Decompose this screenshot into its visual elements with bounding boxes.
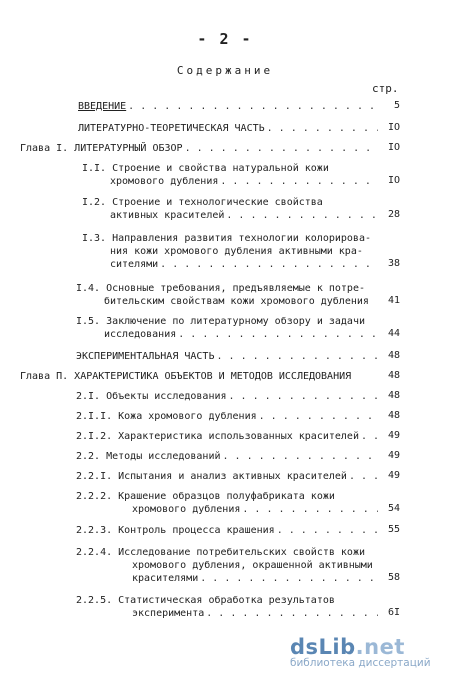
toc-entry-page: 48 [387,350,400,361]
toc-entry-line: 2.2.5. Статистическая обработка результатов [76,595,335,606]
toc-heading: Содержание [176,64,274,77]
toc-entry-line: 2.2.3. Контроль процесса крашения [76,525,275,536]
dslib-watermark [290,635,445,669]
toc-entry [76,282,378,308]
toc-entry-page: IO [387,142,400,153]
toc-entry-line: 2.2.2. Крашение образцов полуфабриката кожи [76,491,335,502]
toc-entry-line: Глава I. ЛИТЕРАТУРНЫЙ ОБЗОР [20,143,183,154]
toc-entry-line: 2.2.4. Исследование потребительских свойств кожи [76,547,365,558]
toc-entry-page: IO [387,122,400,133]
toc-entry-line: сителями [110,259,159,270]
toc-entry-page: 49 [387,430,400,441]
toc-entry-line: 2.2. Методы исследований [76,451,221,462]
toc-entry [20,142,378,155]
toc-entry-line: бительским свойствам кожи хромового дубления [104,296,369,307]
toc-entry-line: 2.I. Объекты исследования [76,391,227,402]
toc-entry [20,370,375,383]
toc-entry-line: хромового дубления, окрашенной активными [132,560,373,571]
toc-entry [76,524,378,537]
toc-entry [78,122,378,135]
toc-entry [76,430,378,443]
toc-entry-page: 49 [387,450,400,461]
toc-entry [76,594,378,620]
toc-entry [76,350,378,363]
toc-entry [76,410,378,423]
toc-entry-line: ния кожи хромового дубления активными кра- [110,246,363,257]
toc-entry-page: 44 [387,328,400,339]
toc-entry-page: 58 [387,572,400,583]
toc-entry-line: красителями [132,573,199,584]
toc-entry-line: I.I. Строение и свойства натуральной кожи [82,163,329,174]
toc-entry-page: 48 [387,410,400,421]
toc-entry-page: 55 [387,524,400,535]
toc-entry-line: I.3. Направления развития технологии колорирова- [82,233,371,244]
toc-entry-page: 6I [387,607,400,618]
toc-entry-page: IO [387,175,400,186]
toc-entry [76,450,378,463]
toc-entry-page: 41 [387,295,400,306]
watermark-logo: dsLib.net [290,635,405,659]
toc-entry-page: 5 [393,100,400,111]
toc-entry-line: 2.2.I. Испытания и анализ активных красителей [76,471,347,482]
toc-entry-line: ЭКСПЕРИМЕНТАЛЬНАЯ ЧАСТЬ [76,351,215,362]
toc-entry-line: хромового дубления [110,176,219,187]
toc-entry-page: 54 [387,503,400,514]
toc-entry-line: ЛИТЕРАТУРНО-ТЕОРЕТИЧЕСКАЯ ЧАСТЬ [78,123,265,134]
toc-entry-line: 2.I.2. Характеристика использованных красителей [76,431,359,442]
toc-entry-line: 2.I.I. Кожа хромового дубления [76,411,257,422]
toc-entry [78,100,378,113]
toc-entry-line: исследования [104,329,177,340]
toc-entry-line: I.4. Основные требования, предъявляемые к потре- [76,283,365,294]
toc-entry [76,470,378,483]
toc-entry-page: 49 [387,470,400,481]
page-number: - 2 - [197,30,253,48]
toc-entry [76,546,378,585]
toc-entry-line: активных красителей [110,210,225,221]
toc-entry-line: I.5. Заключение по литературному обзору и задачи [76,316,365,327]
toc-entry [82,162,378,188]
toc-entry [76,490,378,516]
toc-entry [82,232,378,271]
watermark-subtitle: библиотека диссертаций [290,657,431,669]
toc-entry-line: ВВЕДЕНИЕ [78,101,127,112]
toc-entry-page: 38 [387,258,400,269]
toc-entry [82,196,378,222]
toc-entry-line: хромового дубления [132,504,241,515]
toc-entry-page: 48 [387,370,400,381]
toc-entry-line: Глава П. ХАРАКТЕРИСТИКА ОБЪЕКТОВ И МЕТОДОВ ИССЛЕДОВАНИЯ [20,371,352,382]
toc-entry-page: 48 [387,390,400,401]
toc-entry-line: I.2. Строение и технологические свойства [82,197,323,208]
toc-entry [76,390,378,403]
toc-entry [76,315,378,341]
toc-entry-line: эксперимента [132,608,205,619]
toc-entry-page: 28 [387,209,400,220]
page-column-label: стр. [372,82,399,95]
